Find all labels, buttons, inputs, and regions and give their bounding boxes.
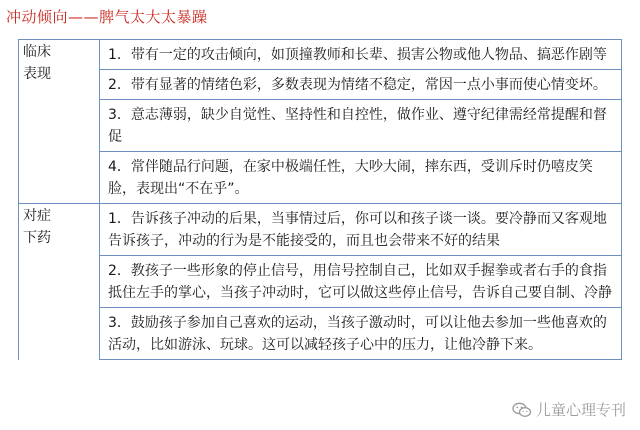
section-heading-label: 临床 表现 xyxy=(23,44,51,82)
section-heading-remedy xyxy=(19,204,100,360)
section-heading-clinical xyxy=(19,40,100,204)
table-row xyxy=(19,204,622,256)
page-title: 冲动倾向——脾气太大太暴躁 xyxy=(6,8,208,26)
info-table xyxy=(18,39,622,360)
table-row xyxy=(19,40,622,70)
watermark xyxy=(512,399,626,420)
table-cell: 3．鼓励孩子参加自己喜欢的运动，当孩子激动时，可以让他去参加一些他喜欢的活动，比如游泳、玩球。这可以减轻孩子心中的压力，让他冷静下来。 xyxy=(100,308,622,360)
table-row xyxy=(19,256,622,308)
table-cell: 4．常伴随品行问题，在家中极端任性，大吵大闹，摔东西，受训斥时仍嘻皮笑脸，表现出“不在乎”。 xyxy=(100,152,622,204)
table-row xyxy=(19,100,622,152)
watermark-text: 儿童心理专刊 xyxy=(535,401,626,419)
table-cell: 1．告诉孩子冲动的后果，当事情过后，你可以和孩子谈一谈。要冷静而又客观地告诉孩子，冲动的行为是不能接受的，而且也会带来不好的结果 xyxy=(100,204,622,256)
table-cell: 2．带有显著的情绪色彩，多数表现为情绪不稳定，常因一点小事而使心情变坏。 xyxy=(100,70,622,100)
table-cell: 1．带有一定的攻击倾向，如顶撞教师和长辈、损害公物或他人物品、搞恶作剧等 xyxy=(100,40,622,70)
table-cell: 2．教孩子一些形象的停止信号，用信号控制自己，比如双手握拳或者右手的食指抵住左手的掌心，当孩子冲动时，它可以做这些停止信号，告诉自己要自制、冷静 xyxy=(100,256,622,308)
table-row xyxy=(19,70,622,100)
table-row xyxy=(19,308,622,360)
section-heading-label: 对症 下药 xyxy=(23,208,51,246)
table-cell: 3．意志薄弱，缺少自觉性、坚持性和自控性，做作业、遵守纪律需经常提醒和督促 xyxy=(100,100,622,152)
wechat-icon xyxy=(512,402,532,418)
table-row xyxy=(19,152,622,204)
